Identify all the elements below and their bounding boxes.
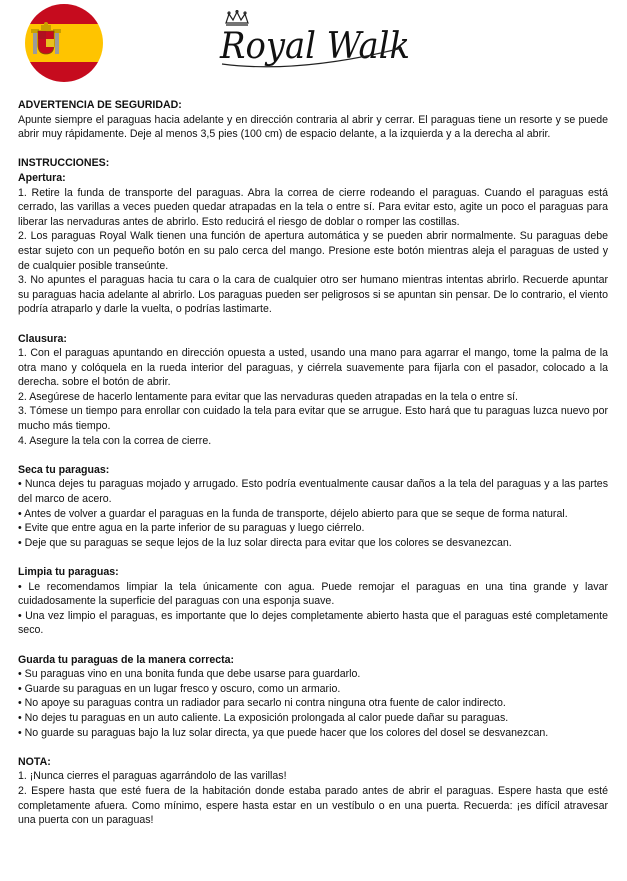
list-item: • Le recomendamos limpiar la tela únicamente con agua. Puede remojar el paraguas en una tina grande y lavar cuidadosamente la superficie del paraguas con una esponja suave. — [18, 580, 608, 608]
instructions-heading: INSTRUCCIONES: — [18, 157, 110, 170]
dry-heading: Seca tu paraguas: — [18, 463, 110, 476]
list-item: • Su paraguas vino en una bonita funda que debe usarse para guardarlo. — [18, 668, 361, 681]
closing-section — [18, 332, 608, 449]
list-item: • Nunca dejes tu paraguas mojado y arrugado. Esto podría eventualmente causar daños a la tela del paraguas y a las partes del marco de acero. — [18, 478, 608, 506]
note-heading: NOTA: — [18, 755, 51, 768]
list-item: • Una vez limpio el paraguas, es importante que lo dejes completamente abierto hasta que el paraguas esté completamente seco. — [18, 609, 608, 637]
warning-heading: ADVERTENCIA DE SEGURIDAD: — [18, 99, 182, 111]
dry-section — [18, 463, 608, 551]
clean-heading: Limpia tu paraguas: — [18, 566, 119, 578]
safety-warning-section — [18, 98, 608, 142]
list-item: • No dejes tu paraguas en un auto caliente. La exposición prolongada al calor puede dañar su paraguas. — [18, 711, 509, 724]
list-item: 1. ¡Nunca cierres el paraguas agarrándolo de las varillas! — [18, 770, 287, 783]
list-item: 1. Retire la funda de transporte del paraguas. Abra la correa de cierre rodeando el paraguas. Cuando el paraguas está cerrado, las varillas a veces pueden quedar atrapadas en la tela o entre sí. Para evitar esto, agite un poco el paraguas para liberar las nervaduras antes de abrirlo. Esto reducirá el riesgo de doblar o romper las costillas. — [18, 186, 608, 228]
svg-text:Royal Walk: Royal Walk — [219, 26, 410, 67]
warning-text: Apunte siempre el paraguas hacia adelante y en dirección contraria al abrir y cerrar. El paraguas tiene un resorte y se puede abrir muy rápidamente. Deje al menos 3,5 pies (100 cm) de espacio delante, a la izquierda y a la derecha al abrir. — [18, 113, 608, 141]
royal-walk-logo — [218, 10, 414, 82]
clean-section — [18, 565, 608, 638]
opening-heading: Apertura: — [18, 171, 66, 184]
list-item: • No apoye su paraguas contra un radiador para secarlo ni contra ninguna otra fuente de calor indirecto. — [18, 697, 506, 710]
list-item: • Guarde su paraguas en un lugar fresco y oscuro, como un armario. — [18, 682, 341, 695]
list-item: • No guarde su paraguas bajo la luz solar directa, ya que puede hacer que los colores del dosel se desvanezcan. — [18, 726, 549, 739]
spain-flag-icon — [25, 4, 103, 82]
list-item: • Evite que entre agua en la parte inferior de su paraguas y luego ciérrelo. — [18, 522, 365, 535]
closing-heading: Clausura: — [18, 332, 67, 345]
list-item: 1. Con el paraguas apuntando en dirección opuesta a usted, usando una mano para agarrar el mango, tome la palma de la otra mano y colóquela en la rueda interior del paraguas, y ciérrela suavemente para fijarla con el pasador, colocado a la derecha. sobre el botón de abrir. — [18, 347, 608, 389]
document-body — [18, 98, 608, 842]
crown-icon — [226, 11, 248, 26]
list-item: • Deje que su paraguas se seque lejos de la luz solar directa para evitar que los colores se desvanezcan. — [18, 536, 512, 549]
list-item: 2. Los paraguas Royal Walk tienen una función de apertura automática y se pueden abrir normalmente. Su paraguas debe estar sujeto con un pequeño botón en su palo cerca del mango. Presione este botón mientras aleja el paraguas de usted y de cualquier posible transeúnte. — [18, 230, 608, 272]
list-item: • Antes de volver a guardar el paraguas en la funda de transporte, déjelo abierto para que se seque de forma natural. — [18, 507, 568, 520]
list-item: 2. Espere hasta que esté fuera de la habitación donde estaba parado antes de abrir el paraguas. Espere hasta que esté completamente afuera. Como mínimo, espere hasta estar en un vestíbulo o en una puerta. Recuerda: ¡es difícil atravesar una puerta con un paraguas! — [18, 784, 608, 827]
store-heading: Guarda tu paraguas de la manera correcta: — [18, 653, 235, 666]
list-item: 4. Asegure la tela con la correa de cierre. — [18, 434, 212, 447]
instructions-section — [18, 156, 608, 317]
list-item: 3. Tómese un tiempo para enrollar con cuidado la tela para evitar que se arrugue. Esto hará que tu paraguas luzca nuevo por mucho más tiempo. — [18, 405, 608, 433]
list-item: 3. No apuntes el paraguas hacia tu cara o la cara de cualquier otro ser humano mientras intentas abrirlo. Recuerde apuntar su paraguas hacia adelante al abrirlo. Los paraguas pueden ser peligrosos si se apuntan sin pensar. De lo contrario, el viento podría atraparlo y darle la vuelta, o podrías lastimarte. — [18, 274, 608, 316]
list-item: 2. Asegúrese de hacerlo lentamente para evitar que las nervaduras queden atrapadas en la tela o entre sí. — [18, 390, 519, 403]
store-section — [18, 653, 608, 741]
note-section — [18, 755, 608, 828]
